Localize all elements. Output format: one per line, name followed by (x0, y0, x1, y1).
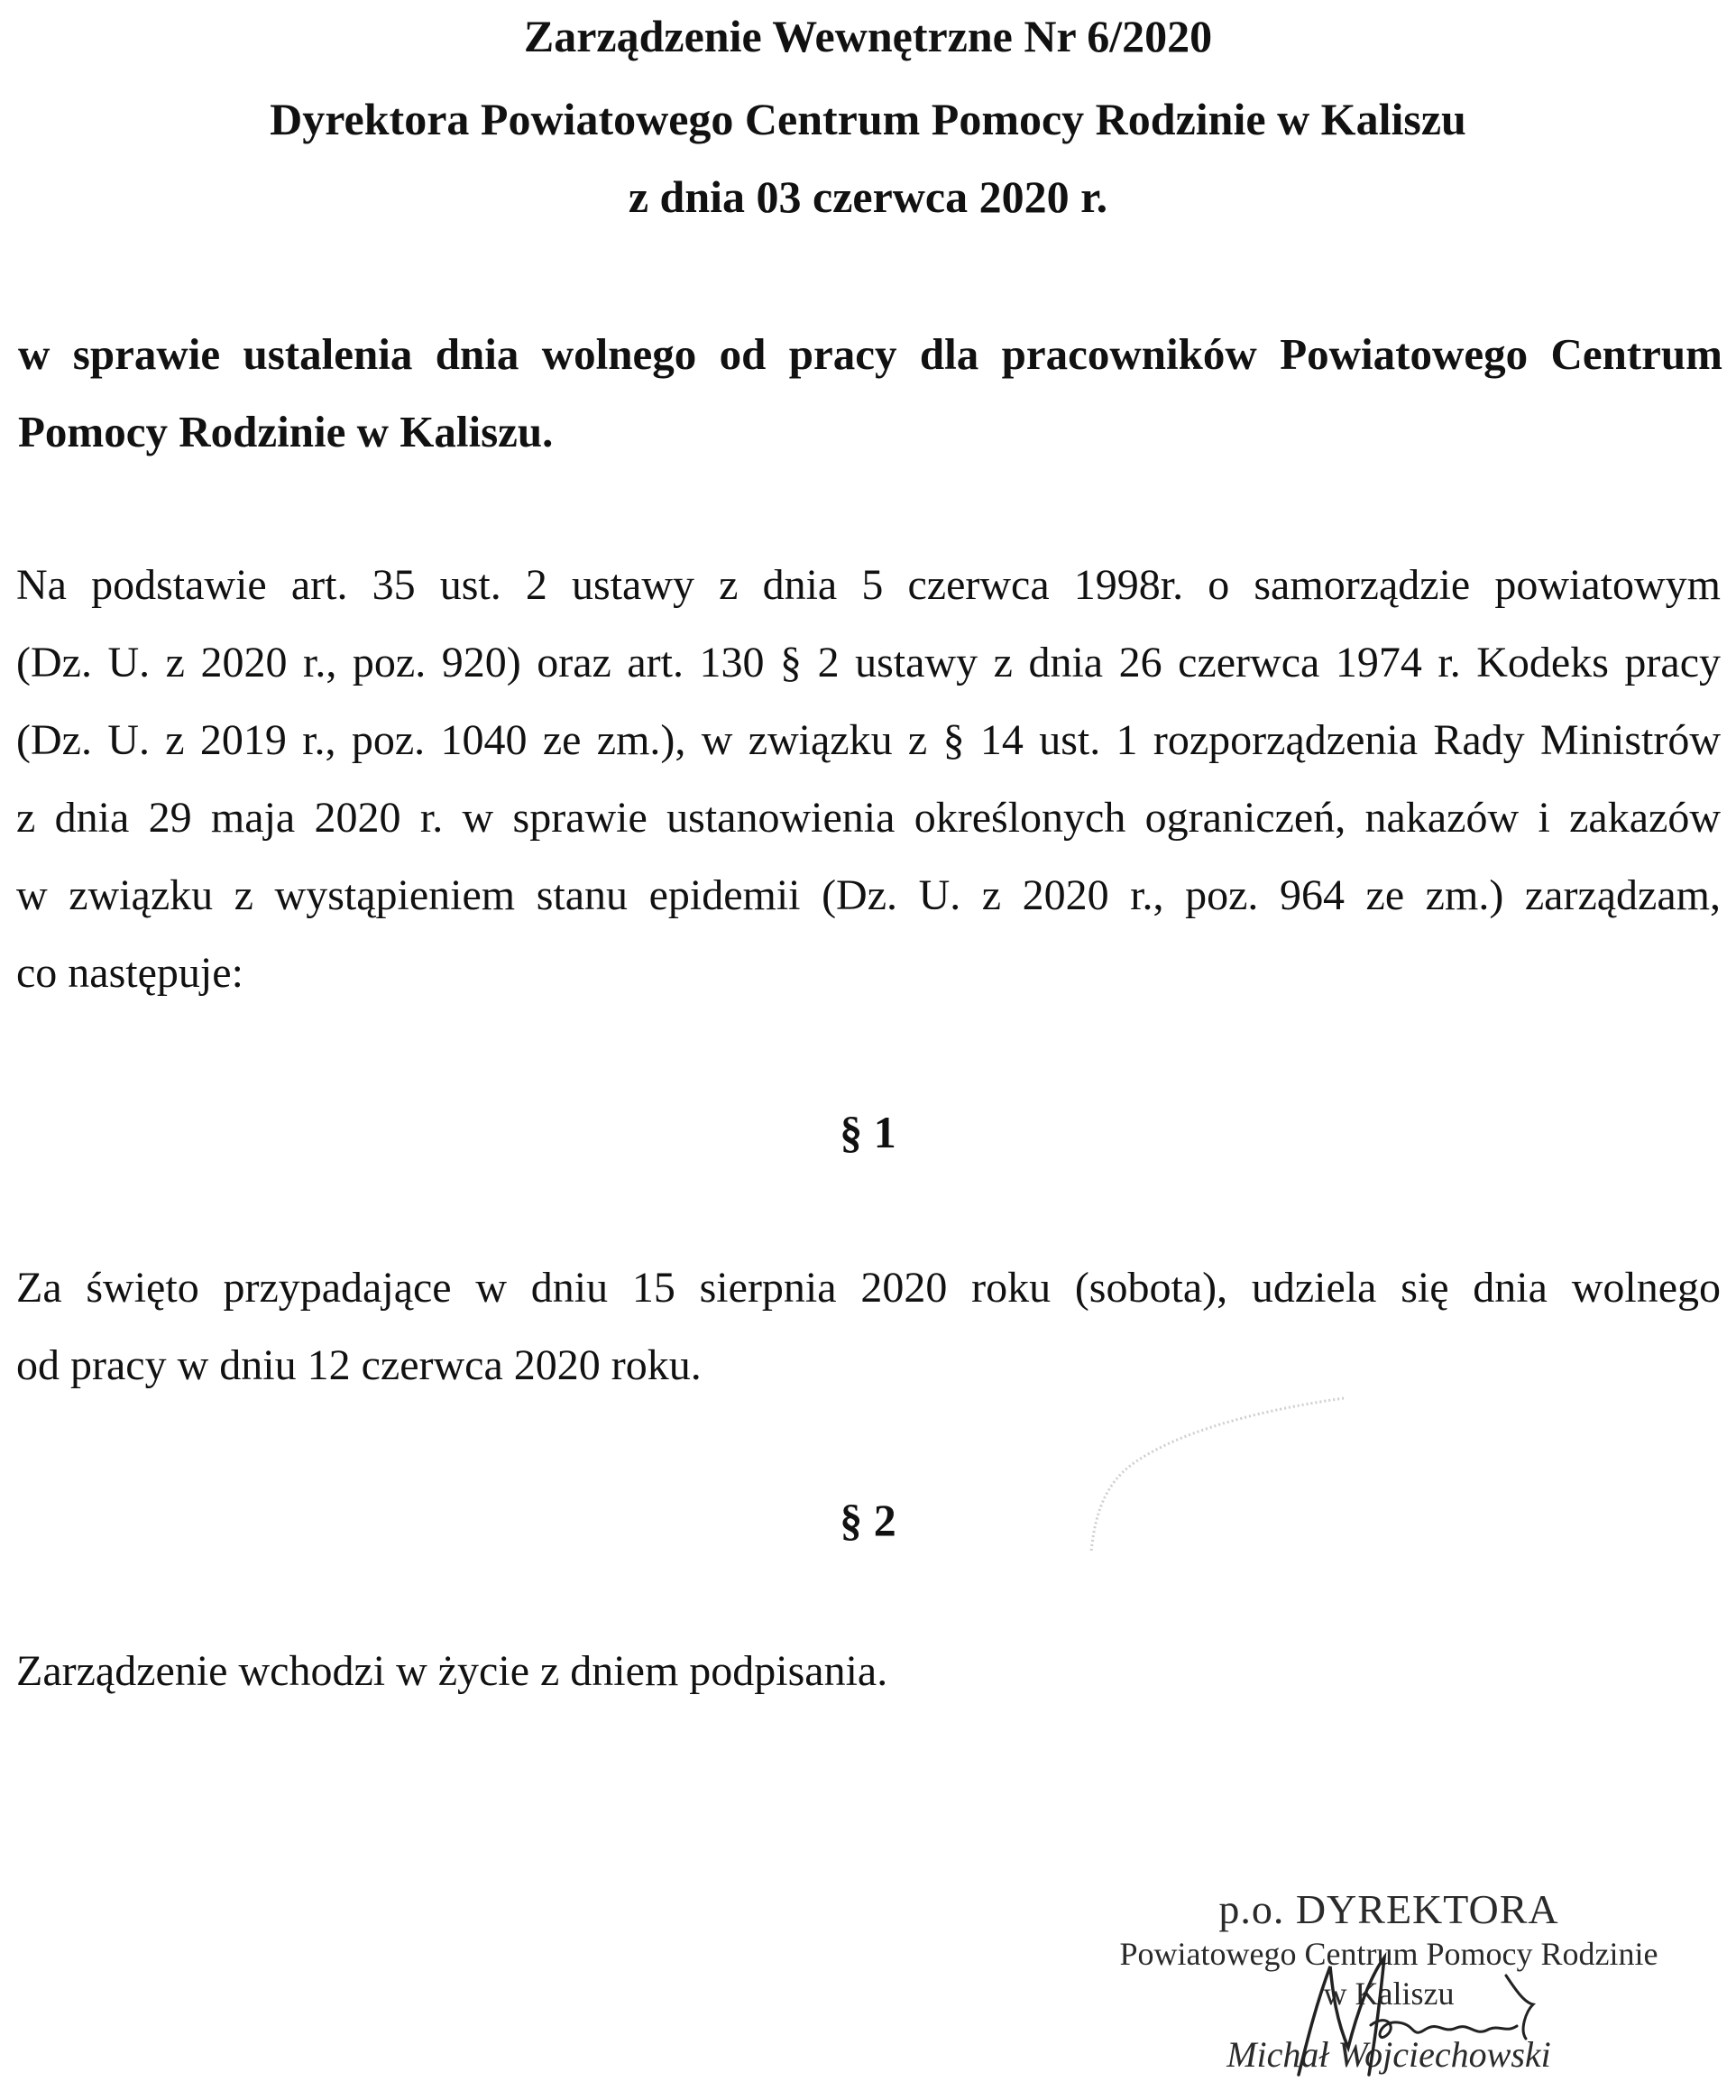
pencil-mark (1082, 1380, 1353, 1561)
handwritten-signature (1263, 1939, 1551, 2093)
preamble-line: Na podstawie art. 35 ust. 2 ustawy z dnia 5 czerwca 1998r. o samorządzie powiatowym (16, 561, 1721, 609)
subject-line: w sprawie ustalenia dnia wolnego od pracy dla pracowników Powiatowego Centrum (18, 329, 1722, 379)
document-issuer: Dyrektora Powiatowego Centrum Pomocy Rodzinie w Kaliszu (270, 94, 1466, 144)
preamble-line: (Dz. U. z 2020 r., poz. 920) oraz art. 130 § 2 ustawy z dnia 26 czerwca 1974 r. Kodeks pracy (16, 639, 1721, 686)
document-date: z dnia 03 czerwca 2020 r. (628, 171, 1108, 222)
section-1-text (16, 1249, 1721, 1405)
preamble-line: w związku z wystąpieniem stanu epidemii (Dz. U. z 2020 r., poz. 964 ze zm.) zarządzam, (16, 871, 1721, 919)
subject-line: Pomocy Rodzinie w Kaliszu. (18, 407, 554, 456)
stamp-title: p.o. DYREKTORA (1218, 1886, 1559, 1932)
section-1-line: Za święto przypadające w dniu 15 sierpnia 2020 roku (sobota), udziela się dnia wolnego (16, 1264, 1721, 1312)
section-2-mark: § 2 (840, 1495, 896, 1545)
section-2-text (16, 1633, 1721, 1710)
document-subject (18, 316, 1722, 471)
stamp-name: Michał Wojciechowski (1226, 2034, 1551, 2075)
preamble (16, 547, 1721, 1012)
stamp-line: w Kaliszu (1323, 1976, 1455, 2012)
document-title: Zarządzenie Wewnętrzne Nr 6/2020 (523, 11, 1213, 61)
section-2-line: Zarządzenie wchodzi w życie z dniem podpisania. (16, 1647, 888, 1695)
section-1-mark: § 1 (840, 1107, 896, 1157)
preamble-line: co następuje: (16, 949, 243, 997)
section-1-line: od pracy w dniu 12 czerwca 2020 roku. (16, 1341, 702, 1389)
stamp-line: Powiatowego Centrum Pomocy Rodzinie (1119, 1936, 1658, 1972)
preamble-line: z dnia 29 maja 2020 r. w sprawie ustanowienia określonych ograniczeń, nakazów i zakazów (16, 794, 1721, 842)
preamble-line: (Dz. U. z 2019 r., poz. 1040 ze zm.), w związku z § 14 ust. 1 rozporządzenia Rady Ministrów (16, 716, 1721, 764)
